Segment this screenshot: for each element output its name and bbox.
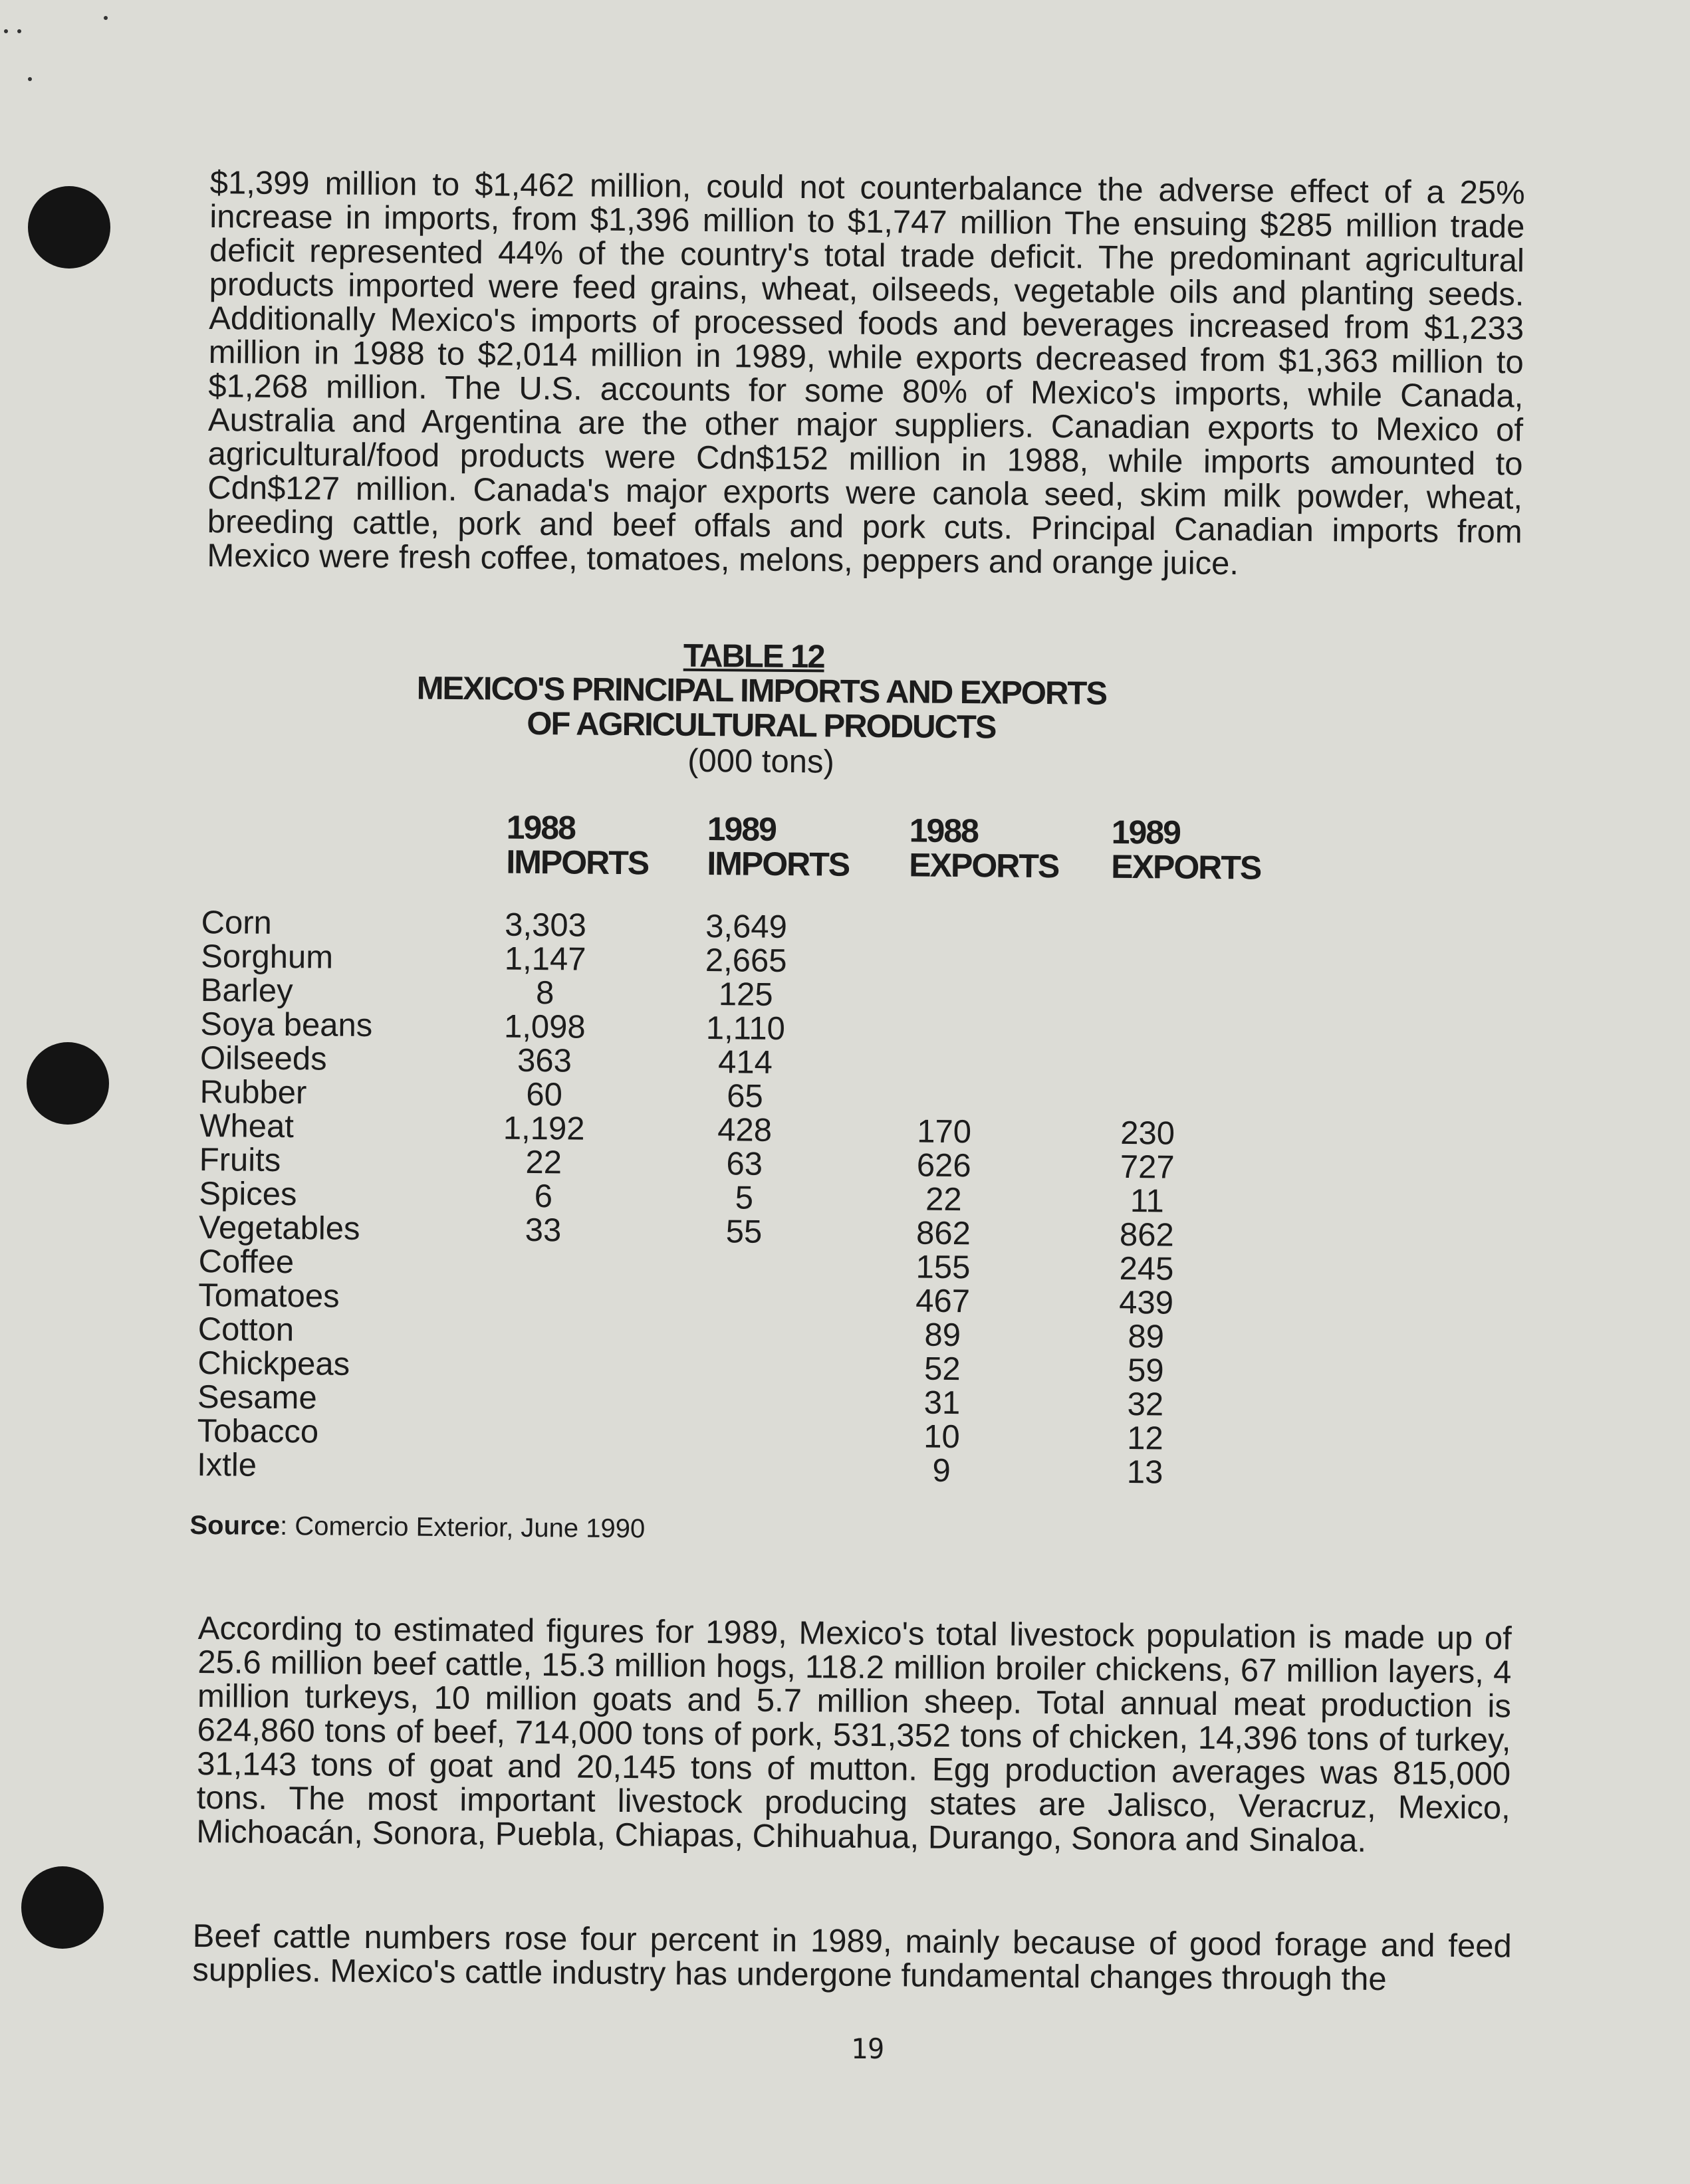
table-title-line1: MEXICO'S PRINCIPAL IMPORTS AND EXPORTS — [416, 670, 1107, 712]
exports-1989-value — [1103, 913, 1196, 914]
product-name: Cotton — [197, 1311, 295, 1349]
exports-1988-value: 862 — [915, 1215, 971, 1252]
imports-1989-value: 5 — [735, 1180, 754, 1216]
imports-1988-value — [496, 1349, 589, 1350]
exports-1989-value: 11 — [1130, 1183, 1164, 1220]
product-name: Corn — [201, 905, 273, 941]
exports-1989-value: 89 — [1128, 1319, 1165, 1355]
exports-1989-value: 439 — [1119, 1284, 1174, 1321]
product-name: Rubber — [199, 1074, 307, 1111]
product-name: Oilseeds — [199, 1040, 327, 1077]
scan-speck — [28, 77, 32, 81]
source-label: Source — [189, 1510, 281, 1541]
exports-1989-value — [1102, 1015, 1195, 1016]
binder-hole-middle — [27, 1042, 109, 1125]
paragraph-trade-summary: $1,399 million to $1,462 million, could not counterbalance the adverse effect of a 25% increase in imports, from $1,396 million to $1,747 million The ensuing $285 million trade deficit represented 44% of the country's total trade deficit. The predominant agricultural products imported were feed grains, wheat, oilseeds, vegetable oils and planting seeds. Additionally Mexico's imports of processed foods and beverages increased from $1,233 million in 1988 to $2,014 million in 1989, while exports decreased from $1,363 million to $1,268 million. The U.S. accounts for some 80% of Mexico's imports, while Canada, Australia and Argentina are the other major suppliers. Canadian exports to Mexico of agricultural/food products were Cdn$152 million in 1988, while imports amounted to Cdn$127 million. Canada's major exports were canola seed, skim milk powder, wheat, breeding cattle, pork and beef offals and pork cuts. Principal Canadian imports from Mexico were fresh coffee, tomatoes, melons, peppers and orange juice. — [207, 165, 1525, 582]
imports-1988-value: 1,098 — [503, 1008, 586, 1045]
exports-1989-value: 59 — [1127, 1353, 1164, 1389]
imports-1988-value — [495, 1383, 588, 1384]
exports-1989-value: 12 — [1127, 1420, 1164, 1457]
imports-1989-value: 125 — [718, 976, 773, 1013]
exports-1988-value — [900, 911, 993, 912]
product-name: Chickpeas — [197, 1345, 350, 1382]
table-label: TABLE 12 — [683, 637, 824, 675]
table-source — [189, 1511, 645, 1544]
imports-1989-value — [695, 1452, 788, 1453]
imports-1989-value: 65 — [727, 1078, 764, 1115]
imports-1989-value: 428 — [717, 1112, 773, 1148]
exports-1988-value: 89 — [924, 1317, 961, 1354]
imports-1988-value: 1,147 — [504, 940, 586, 978]
exports-1989-value: 862 — [1119, 1216, 1175, 1254]
imports-1988-value: 1,192 — [503, 1110, 585, 1147]
column-header-1988-exports: 1988 EXPORTS — [909, 812, 1059, 885]
imports-1988-value: 33 — [525, 1212, 562, 1249]
product-name: Soya beans — [200, 1006, 373, 1044]
exports-1988-value: 31 — [923, 1384, 961, 1422]
exports-1988-value: 10 — [923, 1418, 961, 1456]
binder-hole-bottom — [21, 1866, 104, 1949]
imports-1989-value — [696, 1384, 789, 1385]
imports-1989-value: 1,110 — [705, 1010, 786, 1047]
imports-1988-value: 22 — [525, 1144, 562, 1181]
exports-1989-value: 32 — [1127, 1386, 1164, 1423]
product-name: Spices — [199, 1176, 297, 1213]
imports-1989-value: 3,649 — [705, 909, 788, 945]
exports-1988-value: 22 — [925, 1181, 962, 1218]
imports-1989-value: 55 — [725, 1214, 763, 1250]
exports-1989-value: 727 — [1120, 1148, 1175, 1186]
imports-1989-value: 2,665 — [705, 942, 787, 979]
imports-1988-value: 8 — [535, 975, 554, 1012]
product-name: Tomatoes — [197, 1277, 340, 1315]
product-name: Ixtle — [196, 1447, 257, 1483]
imports-1988-value — [495, 1417, 588, 1418]
product-name: Wheat — [199, 1108, 295, 1145]
product-name: Sorghum — [200, 938, 334, 976]
exports-1989-value — [1102, 947, 1195, 948]
paragraph-beef-cattle: Beef cattle numbers rose four percent in 1989, mainly because of good forage and feed supplies. Mexico's cattle industry has undergone fundamental changes through the — [192, 1918, 1512, 1998]
column-header-1989-imports: 1989 IMPORTS — [707, 810, 850, 883]
imports-1988-value: 3,303 — [505, 907, 587, 944]
binder-hole-top — [28, 186, 110, 269]
imports-1989-value: 414 — [717, 1044, 773, 1081]
table-12 — [189, 635, 1327, 1544]
scan-speck — [104, 16, 108, 20]
exports-1988-value: 170 — [917, 1113, 972, 1150]
exports-1989-value: 245 — [1119, 1250, 1174, 1287]
paragraph-livestock: According to estimated figures for 1989, Mexico's total livestock population is made up of 25.6 million beef cattle, 15.3 million hogs, 118.2 million broiler chickens, 67 million layers, 4 million turkeys, 10 million goats and 5.7 million sheep. Total annual meat production is 624,860 tons of beef, 714,000 tons of pork, 531,352 tons of chicken, 14,396 tons of turkey, 31,143 tons of goat and 20,145 tons of mutton. Egg production averages was 815,000 tons. The most important livestock producing states are Jalisco, Veracruz, Mexico, Michoacán, Sonora, Puebla, Chiapas, Chihuahua, Durango, Sonora and Sinaloa. — [196, 1610, 1512, 1859]
product-name: Sesame — [197, 1379, 317, 1416]
imports-1989-value: 63 — [726, 1146, 763, 1182]
scan-speck — [17, 29, 21, 33]
column-header-1988-imports: 1988 IMPORTS — [506, 808, 649, 882]
imports-1988-value — [496, 1315, 589, 1316]
exports-1989-value: 13 — [1126, 1454, 1163, 1491]
exports-1989-value — [1102, 981, 1195, 982]
exports-1988-value: 467 — [915, 1283, 971, 1320]
exports-1988-value — [899, 945, 992, 946]
exports-1988-value — [899, 1013, 992, 1014]
product-name: Barley — [200, 972, 293, 1010]
imports-1989-value — [696, 1418, 789, 1419]
imports-1988-value — [496, 1281, 589, 1282]
imports-1988-value: 6 — [534, 1178, 553, 1215]
product-name: Tobacco — [197, 1413, 319, 1450]
page-number: 19 — [850, 2032, 885, 2065]
imports-1988-value — [495, 1451, 588, 1452]
source-text: : Comercio Exterior, June 1990 — [279, 1511, 646, 1544]
imports-1988-value: 60 — [526, 1076, 563, 1113]
imports-1988-value: 363 — [517, 1042, 572, 1079]
product-name: Vegetables — [198, 1210, 360, 1247]
product-name: Fruits — [199, 1142, 281, 1179]
table-title-line2: OF AGRICULTURAL PRODUCTS — [527, 705, 996, 746]
exports-1988-value: 626 — [916, 1147, 971, 1184]
exports-1988-value — [899, 979, 992, 980]
column-header-1989-exports: 1989 EXPORTS — [1111, 813, 1261, 887]
exports-1988-value: 9 — [932, 1452, 951, 1489]
exports-1988-value: 155 — [915, 1249, 971, 1286]
exports-1989-value: 230 — [1120, 1115, 1175, 1152]
table-unit: (000 tons) — [687, 742, 835, 780]
scan-speck — [4, 29, 8, 33]
exports-1988-value: 52 — [923, 1351, 961, 1388]
table-body — [190, 905, 1175, 1491]
product-name: Coffee — [198, 1244, 295, 1281]
